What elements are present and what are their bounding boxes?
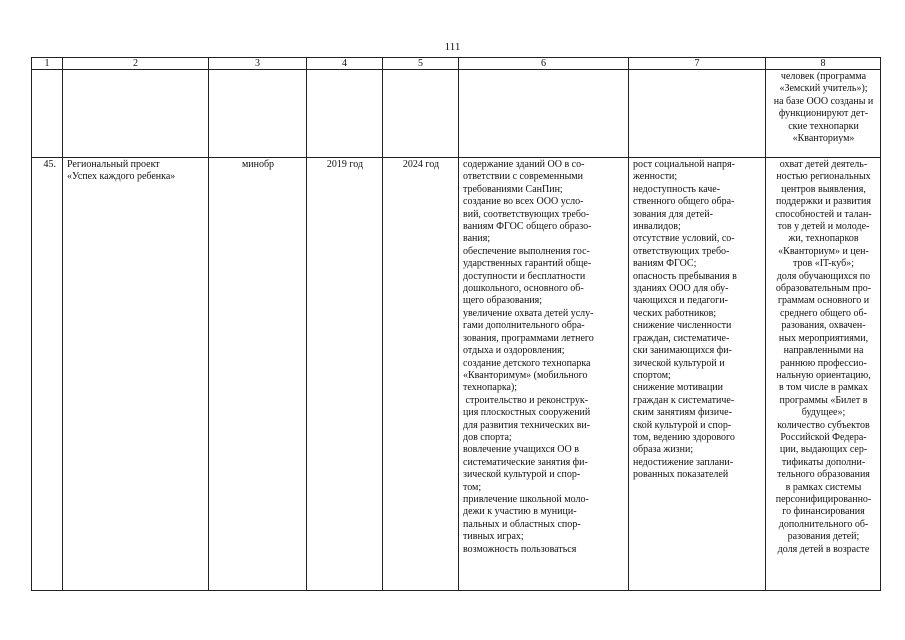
table-row-45 [32, 158, 881, 591]
header-cell-1: 1 [32, 58, 63, 70]
row-number-cell [32, 158, 63, 591]
risks-text: рост социальной напря- женности; недоступность каче- ственного общего обра- зования для детей- инвалидов; отсутствие условий, со- ответствующих требо- ваниям ФГОС; опасность пребывания в зданиях ООО для обу- чающихся и педагоги- ческих работников; снижение численности граждан, систематиче- ски занимающихся фи- зической культурой и спортом; снижение мотивации граждан к систематиче- ским занятиям физиче- ской культурой и спор- том, ведению здорового образа жизни; недостижение заплани- рованных показателей [633, 159, 737, 481]
program-table [31, 57, 881, 591]
header-cell-5: 5 [383, 58, 459, 70]
indicators-cell [766, 158, 881, 591]
goals-text: содержание зданий ОО в со- ответствии с современными требованиями СанПин; создание во всех ООО усло- вий, соответствующих требо- ваниям ФГОС общего образо- вания; обеспечение выполнения гос- ударственных гарантий обще- доступности и бесплатности дошкольного, основного об- щего образования; увеличение охвата детей услу- гами дополнительного обра- зования, программами летнего отдыха и оздоровления; создание детского технопарка «Кванторимум» (мобильного технопарка); строительство и реконструк- ция плоскостных сооружений для развития технических ви- дов спорта; вовлечение учащихся ОО в систематические занятия фи- зической культурой и спор- том; привлечение школьной моло- дежи к участию в муници- пальных и областных спор- тивных играх; возможность пользоваться [463, 159, 594, 555]
executor: минобр [241, 159, 275, 170]
header-cell-4: 4 [307, 58, 383, 70]
project-name-cell [63, 158, 209, 591]
empty-cell [629, 70, 766, 158]
empty-cell [383, 70, 459, 158]
header-cell-7: 7 [629, 58, 766, 70]
empty-cell [459, 70, 629, 158]
start-year-cell [307, 158, 383, 591]
empty-cell [307, 70, 383, 158]
header-cell-8: 8 [766, 58, 881, 70]
page-number: 111 [444, 41, 461, 53]
risks-cell [629, 158, 766, 591]
continued-indicators-text: человек (программа «Земский учитель»); на базе ООО созданы и функционируют дет- ские технопарки «Кванториум» [773, 71, 874, 145]
table-row-continued [32, 70, 881, 158]
header-cell-2: 2 [63, 58, 209, 70]
empty-cell [63, 70, 209, 158]
start-year: 2019 год [326, 159, 364, 170]
executor-cell [209, 158, 307, 591]
goals-cell [459, 158, 629, 591]
header-row [32, 58, 881, 70]
end-year: 2024 год [402, 159, 440, 170]
header-cell-3: 3 [209, 58, 307, 70]
indicators-text: охват детей деятель- ностью региональных центров выявления, поддержки и развития способностей и талан- тов у детей и молоде- жи, технопарков «Кванториум» и цен- тров «IT-куб»; доля обучающихся по образовательным про- граммам основного и среднего общего об- разования, охвачен- ных мероприятиями, направленными на раннюю профессио- нальную ориентацию, в том числе в рамках программы «Билет в будущее»; количество субъектов Российской Федера- ции, выдающих сер- тификаты дополни- тельного образования в рамках системы персонифицированно- го финансирования дополнительного об- разования детей; доля детей в возрасте [775, 159, 872, 555]
row-number: 45. [43, 159, 56, 170]
empty-cell [32, 70, 63, 158]
empty-cell [209, 70, 307, 158]
project-name: Региональный проект «Успех каждого ребенка» [67, 159, 176, 183]
continued-indicators-cell [766, 70, 881, 158]
end-year-cell [383, 158, 459, 591]
header-cell-6: 6 [459, 58, 629, 70]
